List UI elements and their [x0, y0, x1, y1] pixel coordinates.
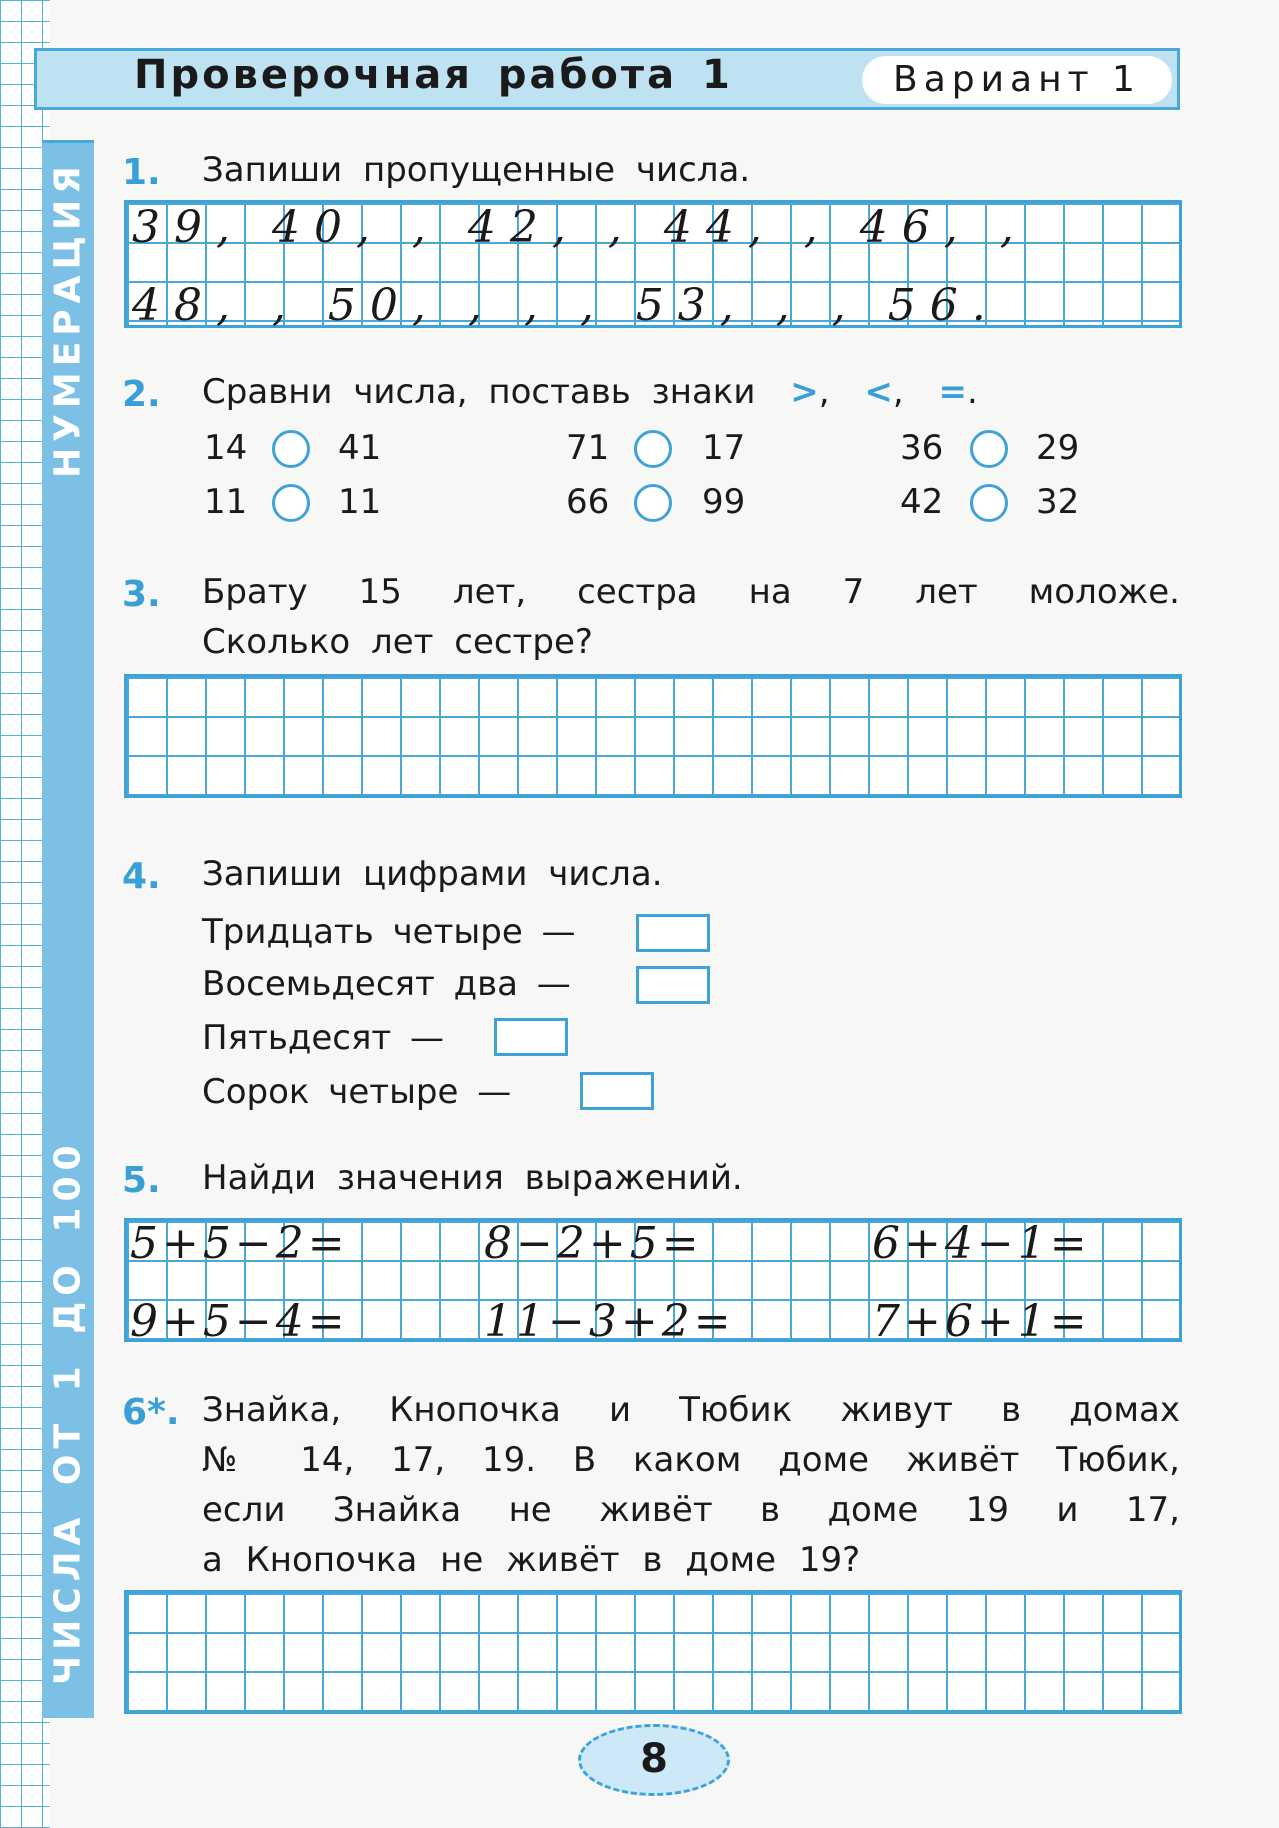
- task-4-number: 4.: [122, 856, 161, 897]
- compare-circle[interactable]: [634, 484, 672, 522]
- task-4-answer-box[interactable]: [580, 1072, 654, 1110]
- compare-b: 41: [338, 428, 382, 468]
- compare-a: 71: [566, 428, 610, 468]
- task-5-number: 5.: [122, 1160, 161, 1201]
- task-6-line-2: № 14, 17, 19. В каком доме живёт Тюбик,: [202, 1440, 1180, 1480]
- task-5-text: Найди значения выражений.: [202, 1158, 743, 1198]
- task-2-number: 2.: [122, 374, 161, 415]
- task-3-number: 3.: [122, 574, 161, 615]
- side-label-section: ЧИСЛА ОТ 1 ДО 100: [47, 1139, 89, 1685]
- compare-b: 32: [1036, 482, 1080, 522]
- task-4-item: Тридцать четыре —: [202, 912, 576, 952]
- less-sign: <: [864, 372, 893, 412]
- task-6-line-1: Знайка, Кнопочка и Тюбик живут в домах: [202, 1390, 1180, 1430]
- task-1-row-1: 39, 40, , 42, , 44, , 46, ,: [132, 202, 1028, 253]
- compare-b: 99: [702, 482, 746, 522]
- task-6-answer-grid[interactable]: [124, 1590, 1182, 1714]
- task-6-line-3: если Знайка не живёт в доме 19 и 17,: [202, 1490, 1180, 1530]
- equals-sign: =: [938, 372, 967, 412]
- page-number: 8: [578, 1724, 730, 1796]
- task-1-row-2: 48, , 50, , , , 53, , , 56.: [132, 280, 1000, 331]
- compare-circle[interactable]: [272, 484, 310, 522]
- compare-b: 11: [338, 482, 382, 522]
- task-4-item: Пятьдесят —: [202, 1018, 445, 1058]
- task-6-line-4: а Кнопочка не живёт в доме 19?: [202, 1540, 861, 1580]
- compare-circle[interactable]: [970, 430, 1008, 468]
- compare-circle[interactable]: [272, 430, 310, 468]
- task-3-line-1: Брату 15 лет, сестра на 7 лет моложе.: [202, 572, 1180, 612]
- task-4-item: Сорок четыре —: [202, 1072, 512, 1112]
- compare-b: 29: [1036, 428, 1080, 468]
- compare-circle[interactable]: [970, 484, 1008, 522]
- task-4-item: Восемьдесят два —: [202, 964, 571, 1004]
- task-3-answer-grid[interactable]: [124, 674, 1182, 798]
- compare-circle[interactable]: [634, 430, 672, 468]
- sign-separator: ,: [892, 372, 904, 412]
- compare-a: 11: [204, 482, 248, 522]
- page-title: Проверочная работа 1: [134, 52, 733, 98]
- task-3-line-2: Сколько лет сестре?: [202, 622, 593, 662]
- compare-b: 17: [702, 428, 746, 468]
- task-4-answer-box[interactable]: [636, 966, 710, 1004]
- expression: 7+6+1=: [872, 1296, 1091, 1347]
- task-4-answer-box[interactable]: [494, 1018, 568, 1056]
- expression: 8−2+5=: [484, 1218, 703, 1269]
- greater-sign: >: [790, 372, 819, 412]
- sign-separator: ,: [818, 372, 830, 412]
- expression: 9+5−4=: [130, 1296, 349, 1347]
- expression: 11−3+2=: [484, 1296, 735, 1347]
- task-6-number: 6*.: [122, 1392, 180, 1433]
- sign-end: .: [966, 372, 978, 412]
- compare-a: 42: [900, 482, 944, 522]
- task-2-text: Сравни числа, поставь знаки: [202, 372, 756, 412]
- task-1-number: 1.: [122, 152, 161, 193]
- side-label-topic: НУМЕРАЦИЯ: [47, 160, 89, 478]
- expression: 6+4−1=: [872, 1218, 1091, 1269]
- task-4-answer-box[interactable]: [636, 914, 710, 952]
- variant-badge: Вариант 1: [862, 56, 1172, 104]
- side-label: [42, 140, 94, 1715]
- compare-a: 66: [566, 482, 610, 522]
- task-2-text-line: [202, 372, 978, 412]
- compare-a: 14: [204, 428, 248, 468]
- compare-a: 36: [900, 428, 944, 468]
- task-4-text: Запиши цифрами числа.: [202, 854, 663, 894]
- expression: 5+5−2=: [130, 1218, 349, 1269]
- task-1-text: Запиши пропущенные числа.: [202, 150, 751, 190]
